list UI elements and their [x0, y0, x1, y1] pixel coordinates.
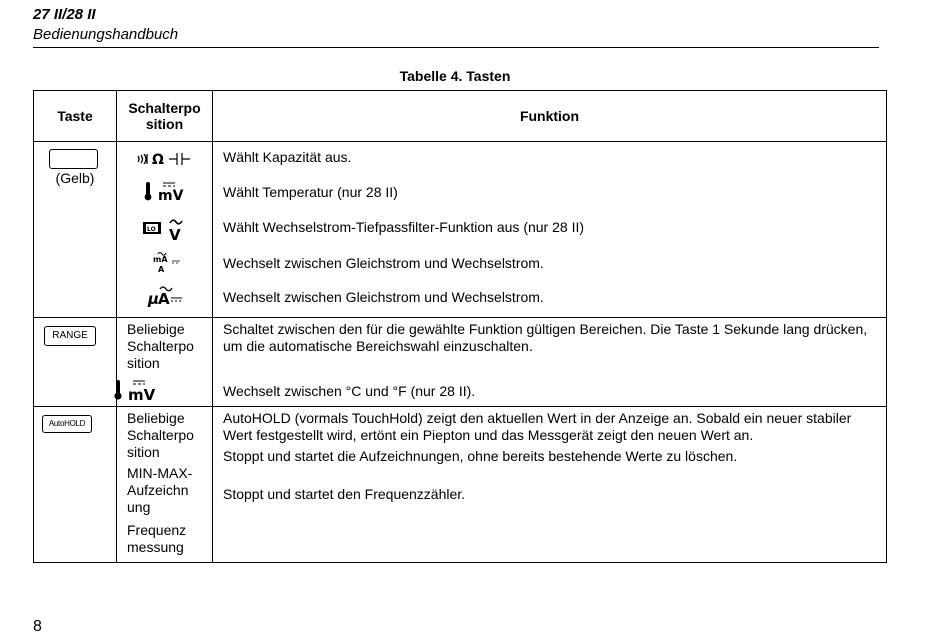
svg-text:mA: mA: [152, 255, 168, 264]
function-text: Wählt Kapazität aus.: [223, 149, 352, 165]
position-cell: [117, 407, 213, 563]
range-key-icon: RANGE: [44, 326, 96, 346]
header-position: Schalterpo sition: [117, 91, 213, 142]
position-cell: [117, 318, 213, 407]
lowpass-vac-icon: [117, 215, 212, 244]
function-text: Wählt Wechselstrom-Tiefpassfilter-Funktion aus (nur 28 II): [223, 219, 585, 235]
continuity-ohm-capacitance-icon: [117, 150, 212, 171]
svg-text:A: A: [157, 290, 170, 307]
position-cell: [117, 142, 213, 318]
ma-a-icon: [117, 250, 212, 277]
function-text: Stoppt und startet den Frequenzzähler.: [223, 486, 466, 502]
temperature-mv-icon: [117, 180, 212, 205]
table-header-row: [34, 91, 887, 142]
yellow-key-icon: [49, 149, 98, 169]
function-cell: [213, 142, 887, 318]
function-text: Schaltet zwischen den für die gewählte Funktion gültigen Bereichen. Die Taste 1 Sekunde lang drücken, um die automatische Bereichswahl einzuschalten.: [223, 321, 868, 354]
position-text: MIN-MAX- Aufzeichn ung: [127, 465, 193, 515]
header-function: Funktion: [213, 91, 887, 142]
svg-text:LO: LO: [146, 226, 156, 233]
function-text: Wechselt zwischen °C und °F (nur 28 II).: [223, 383, 476, 399]
key-cell: [34, 142, 117, 318]
document-title: Bedienungshandbuch: [33, 26, 179, 43]
table-row: [34, 318, 887, 407]
keys-table: [33, 90, 887, 563]
svg-text:Ω: Ω: [151, 152, 164, 168]
function-text: Wechselt zwischen Gleichstrom und Wechselstrom.: [223, 289, 544, 305]
key-cell: [34, 407, 117, 563]
svg-text:mV: mV: [127, 386, 155, 402]
temperature-mv-icon: [87, 378, 182, 405]
function-cell: [213, 318, 887, 407]
document-model: 27 II/28 II: [33, 6, 96, 23]
yellow-key-label: (Gelb): [55, 170, 95, 186]
function-text: Stoppt und startet die Aufzeichnungen, ohne bereits bestehende Werte zu löschen.: [223, 448, 738, 464]
table-row: [34, 142, 887, 318]
position-text: Beliebige Schalterpo sition: [127, 410, 194, 460]
function-text: AutoHOLD (vormals TouchHold) zeigt den aktuellen Wert in der Anzeige an. Sobald ein neuer stabiler Wert festgestellt wird, ertönt ein Piepton und das Messgerät zeigt den neuen Wert an.: [223, 410, 852, 443]
svg-text:A: A: [157, 265, 164, 274]
position-text: Frequenz messung: [127, 522, 187, 555]
svg-text:V: V: [168, 226, 181, 241]
function-cell: [213, 407, 887, 563]
table-title: Tabelle 4. Tasten: [399, 68, 511, 84]
svg-text:mV: mV: [157, 188, 183, 202]
table-row: [34, 407, 887, 563]
microamp-icon: [117, 285, 212, 310]
function-text: Wechselt zwischen Gleichstrom und Wechselstrom.: [223, 255, 544, 271]
page-number: 8: [33, 618, 42, 635]
header-key: Taste: [34, 91, 117, 142]
function-text: Wählt Temperatur (nur 28 II): [223, 184, 398, 200]
svg-text:µ: µ: [147, 290, 159, 307]
autohold-key-icon: AutoHOLD: [42, 415, 92, 433]
position-text: Beliebige Schalterpo sition: [127, 321, 194, 371]
header-rule: [33, 47, 879, 48]
